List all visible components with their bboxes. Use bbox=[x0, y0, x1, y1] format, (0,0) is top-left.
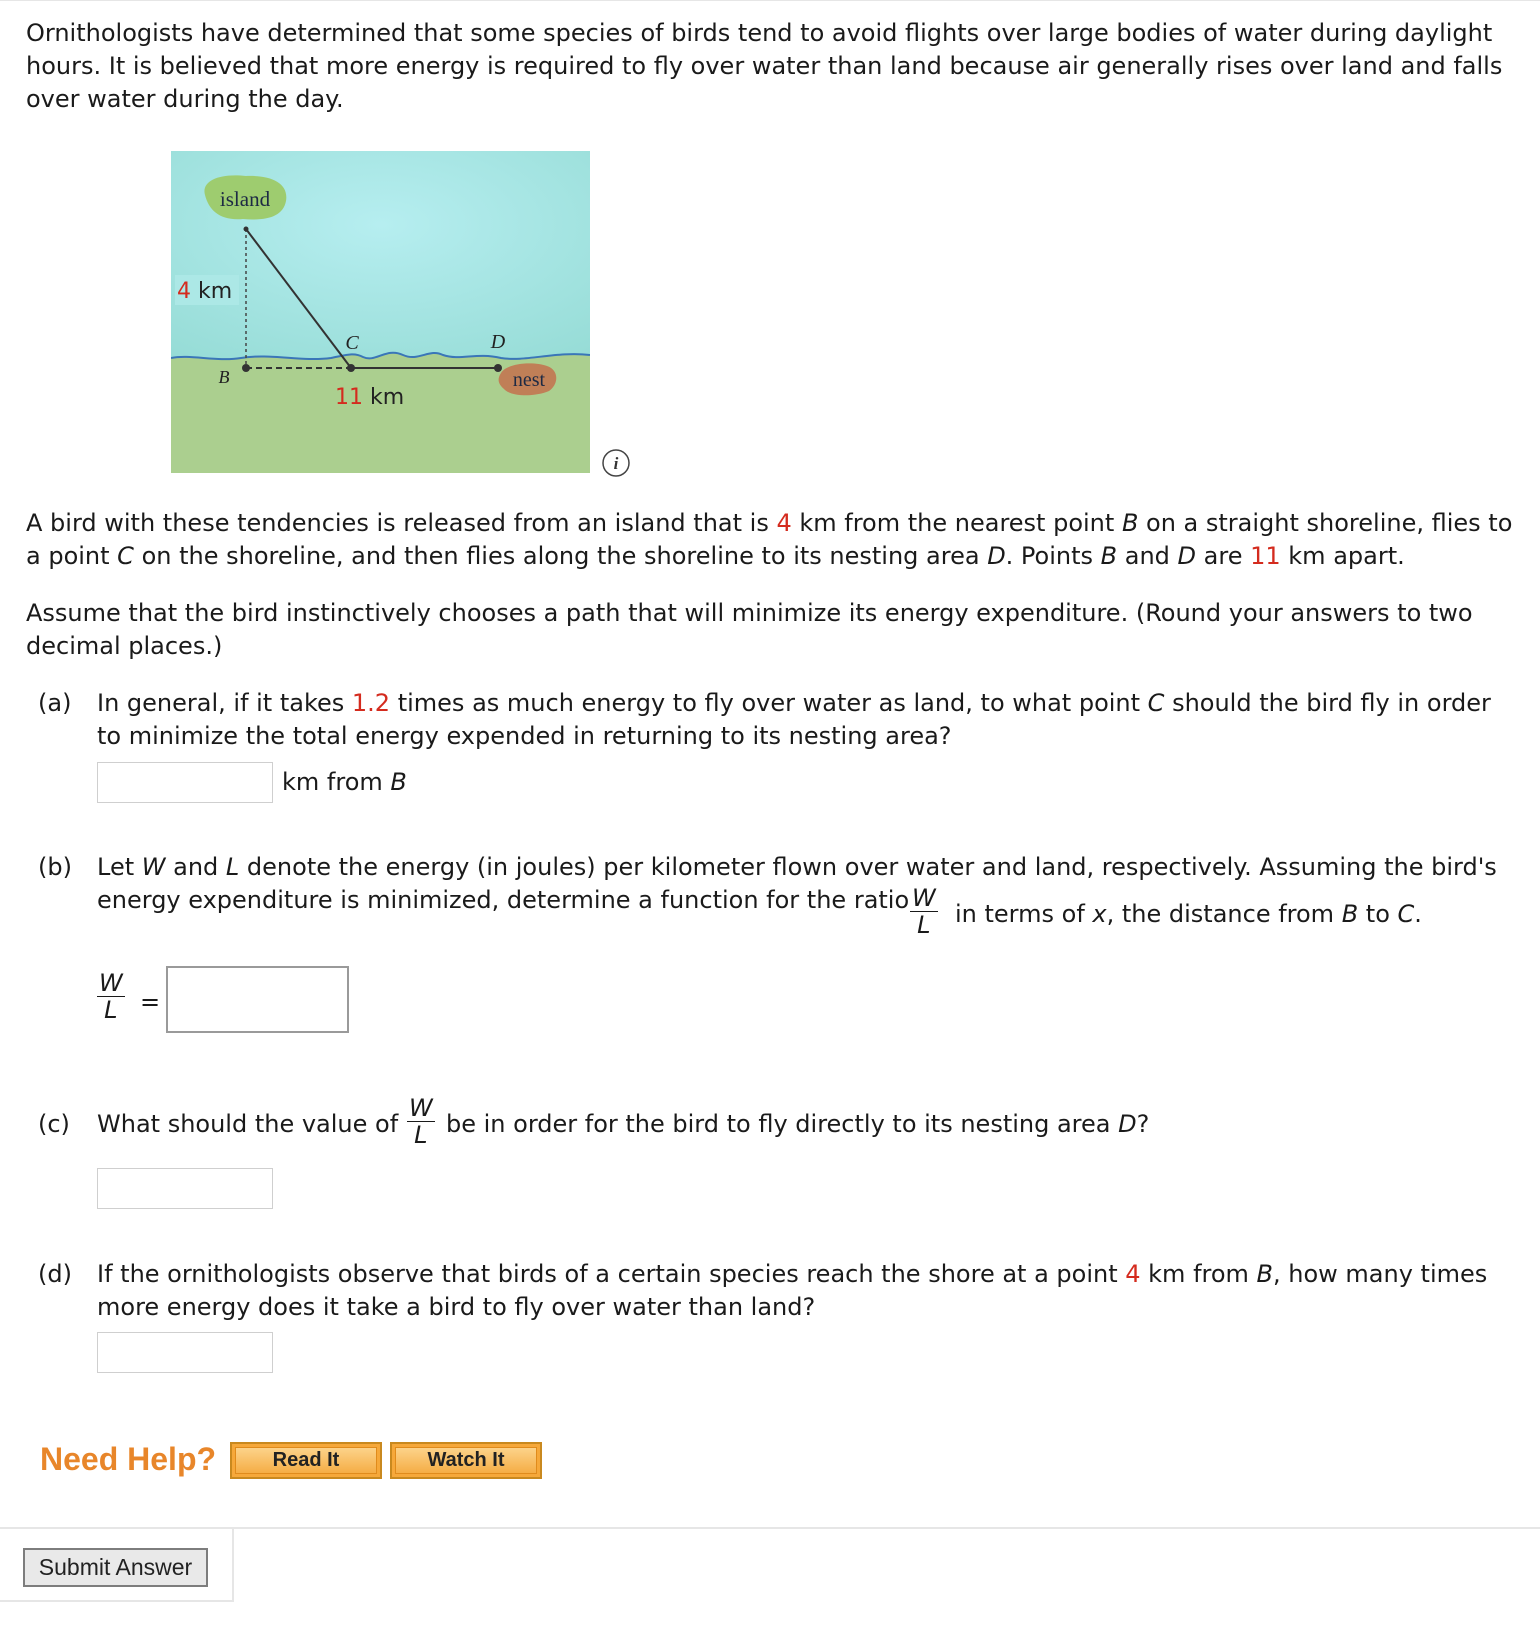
point-b-label: B bbox=[218, 367, 230, 387]
footer-bottom-divider bbox=[0, 1600, 234, 1602]
part-c-question-lead: What should the value of bbox=[97, 1110, 399, 1138]
assume-paragraph: Assume that the bird instinctively chooses a path that will minimize its energy expenditure. (Round your answers to two decimal places.) bbox=[26, 599, 1473, 660]
part-b-question-tail: in terms of x, the distance from B to C. bbox=[955, 900, 1422, 928]
w-over-l-fraction: $\frac{W}{L}$ bbox=[912, 884, 936, 939]
island-shore-diagram bbox=[171, 151, 590, 473]
part-d-question: If the ornithologists observe that birds of a certain species reach the shore at a point 4 km from B, how many times more energy does it take a bird to fly over water than land? bbox=[97, 1260, 1488, 1321]
intro-paragraph: Ornithologists have determined that some species of birds tend to avoid flights over large bodies of water during daylight hours. It is believed that more energy is required to fly over water than land because air generally rises over land and falls over water during the day. bbox=[26, 19, 1503, 113]
horizontal-distance-label: 11 km bbox=[335, 385, 405, 410]
part-c-fraction: $\frac{W}{L}$ bbox=[409, 1094, 433, 1149]
footer-divider bbox=[0, 1527, 1540, 1529]
part-a-answer-input[interactable] bbox=[97, 762, 273, 803]
point-c-dot bbox=[347, 364, 355, 372]
part-b-answer-input[interactable] bbox=[166, 966, 349, 1033]
part-c-label: (c) bbox=[38, 1110, 70, 1138]
part-b-inline-fraction bbox=[906, 885, 942, 938]
submit-answer-button[interactable]: Submit Answer bbox=[23, 1548, 208, 1587]
point-b-dot bbox=[242, 364, 250, 372]
watch-it-button[interactable]: Watch It bbox=[390, 1442, 542, 1479]
part-b-answer-fraction: $\frac{W}{L}$ bbox=[99, 969, 123, 1024]
part-a-question: In general, if it takes 1.2 times as much energy to fly over water as land, to what point C should the bird fly in order to minimize the total energy expended in returning to its nesting area? bbox=[97, 689, 1491, 750]
top-divider bbox=[0, 0, 1540, 1]
part-c-answer-input[interactable] bbox=[97, 1168, 273, 1209]
point-d-dot bbox=[494, 364, 502, 372]
point-c-label: C bbox=[345, 332, 359, 354]
vertical-distance-label: 4 km bbox=[177, 279, 233, 304]
svg-text:i: i bbox=[613, 454, 619, 473]
part-a-unit: km from B bbox=[282, 768, 407, 796]
part-b-question: Let W and L denote the energy (in joules) per kilometer flown over water and land, respectively. Assuming the bird's energy expenditure is minimized, determine a function for the ratio bbox=[97, 853, 1497, 914]
part-d-answer-input[interactable] bbox=[97, 1332, 273, 1373]
part-b-equals: = bbox=[140, 988, 161, 1016]
setup-paragraph: A bird with these tendencies is released from an island that is 4 km from the nearest point B on a straight shoreline, flies to a point C on the shoreline, and then flies along the shoreline to its nesting area D. Points B and D are 11 km apart. bbox=[26, 509, 1513, 570]
part-d-label: (d) bbox=[38, 1260, 72, 1288]
need-help-label: Need Help? bbox=[40, 1441, 217, 1477]
part-b-label: (b) bbox=[38, 853, 72, 881]
part-c-question-tail: be in order for the bird to fly directly to its nesting area D? bbox=[446, 1110, 1150, 1138]
part-a-label: (a) bbox=[38, 689, 72, 717]
island-label: island bbox=[219, 187, 271, 211]
footer-vertical-divider bbox=[232, 1527, 234, 1602]
island-point bbox=[244, 227, 249, 232]
point-d-label: D bbox=[490, 331, 506, 353]
info-circle-icon[interactable] bbox=[601, 448, 631, 478]
nest-label: nest bbox=[512, 369, 546, 391]
read-it-button[interactable]: Read It bbox=[230, 1442, 382, 1479]
